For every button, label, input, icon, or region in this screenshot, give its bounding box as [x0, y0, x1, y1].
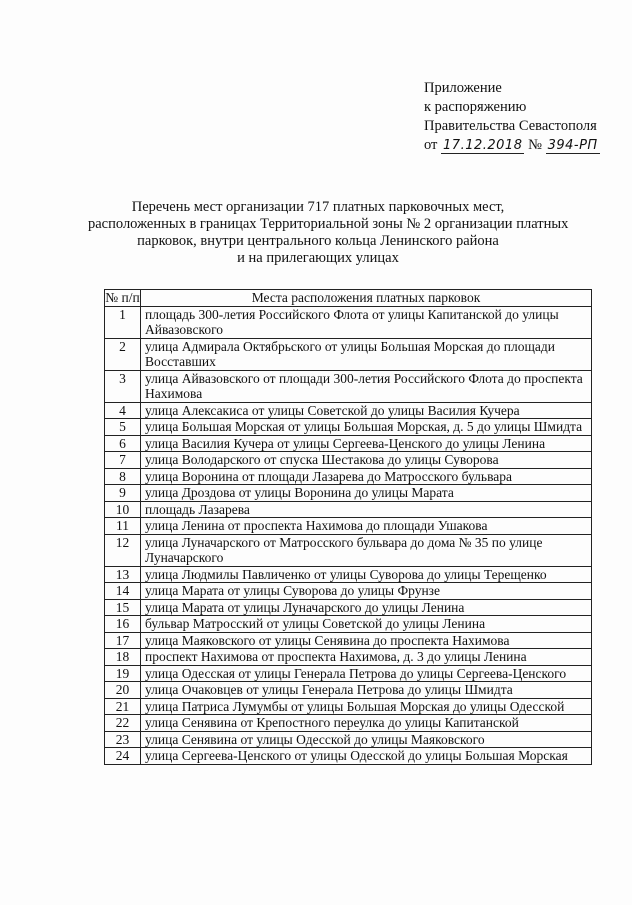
- table-row: [105, 566, 592, 583]
- title-line-2: расположенных в границах Территориальной зоны № 2 организации платных: [88, 216, 569, 232]
- row-place: улица Большая Морская от улицы Большая Морская, д. 5 до улицы Шмидта: [141, 419, 592, 436]
- row-number: 22: [105, 715, 141, 732]
- row-place: улица Патриса Лумумбы от улицы Большая Морская до улицы Одесской: [141, 698, 592, 715]
- row-number: 7: [105, 452, 141, 469]
- table-row: [105, 485, 592, 502]
- row-place: улица Людмилы Павличенко от улицы Суворова до улицы Терещенко: [141, 566, 592, 583]
- row-number: 10: [105, 501, 141, 518]
- table-row: [105, 682, 592, 699]
- row-number: 20: [105, 682, 141, 699]
- row-place: улица Володарского от спуска Шестакова до улицы Суворова: [141, 452, 592, 469]
- row-place: улица Ленина от проспекта Нахимова до площади Ушакова: [141, 518, 592, 535]
- annex-line-3: Правительства Севастополя: [424, 118, 597, 134]
- row-number: 13: [105, 566, 141, 583]
- table-row: [105, 583, 592, 600]
- table-row: [105, 599, 592, 616]
- row-number: 9: [105, 485, 141, 502]
- table-row: [105, 435, 592, 452]
- row-number: 16: [105, 616, 141, 633]
- row-number: 5: [105, 419, 141, 436]
- row-number: 17: [105, 632, 141, 649]
- table-row: [105, 649, 592, 666]
- row-number: 11: [105, 518, 141, 535]
- annex-line-2: к распоряжению: [424, 99, 527, 115]
- row-number: 23: [105, 731, 141, 748]
- annex-line-1: Приложение: [424, 80, 502, 96]
- row-number: 21: [105, 698, 141, 715]
- row-place: площадь Лазарева: [141, 501, 592, 518]
- row-place: улица Сенявина от Крепостного переулка до улицы Капитанской: [141, 715, 592, 732]
- title-line-3: парковок, внутри центрального кольца Ленинского района: [137, 233, 499, 249]
- table-row: [105, 715, 592, 732]
- annex-number-sign: №: [528, 137, 542, 153]
- parking-table: [104, 289, 592, 765]
- row-number: 12: [105, 534, 141, 566]
- row-number: 3: [105, 370, 141, 402]
- table-row: [105, 616, 592, 633]
- table-row: [105, 665, 592, 682]
- row-place: улица Маяковского от улицы Сенявина до проспекта Нахимова: [141, 632, 592, 649]
- document-title: [88, 199, 569, 267]
- table-row: [105, 452, 592, 469]
- row-place: улица Василия Кучера от улицы Сергеева-Ценского до улицы Ленина: [141, 435, 592, 452]
- row-place: улица Одесская от улицы Генерала Петрова до улицы Сергеева-Ценского: [141, 665, 592, 682]
- table-header-row: [105, 290, 592, 307]
- annex-block: [424, 79, 600, 155]
- table-row: [105, 698, 592, 715]
- row-place: улица Сенявина от улицы Одесской до улицы Маяковского: [141, 731, 592, 748]
- row-place: улица Очаковцев от улицы Генерала Петрова до улицы Шмидта: [141, 682, 592, 699]
- table-row: [105, 402, 592, 419]
- title-line-4: и на прилегающих улицах: [237, 250, 399, 266]
- row-number: 24: [105, 748, 141, 765]
- row-place: улица Марата от улицы Луначарского до улицы Ленина: [141, 599, 592, 616]
- annex-date-line: [424, 136, 600, 155]
- row-number: 14: [105, 583, 141, 600]
- table-row: [105, 632, 592, 649]
- row-place: улица Айвазовского от площади 300-летия Российского Флота до проспекта Нахимова: [141, 370, 592, 402]
- table-body: [105, 306, 592, 764]
- row-place: улица Дроздова от улицы Воронина до улицы Марата: [141, 485, 592, 502]
- table-row: [105, 419, 592, 436]
- table-row: [105, 731, 592, 748]
- row-place: проспект Нахимова от проспекта Нахимова, д. 3 до улицы Ленина: [141, 649, 592, 666]
- row-place: бульвар Матросский от улицы Советской до улицы Ленина: [141, 616, 592, 633]
- table-row: [105, 306, 592, 338]
- row-number: 2: [105, 338, 141, 370]
- row-place: улица Луначарского от Матросского бульвара до дома № 35 по улице Луначарского: [141, 534, 592, 566]
- table-row: [105, 501, 592, 518]
- row-number: 6: [105, 435, 141, 452]
- table-row: [105, 468, 592, 485]
- row-number: 8: [105, 468, 141, 485]
- row-number: 1: [105, 306, 141, 338]
- table-row: [105, 748, 592, 765]
- row-place: улица Алексакиса от улицы Советской до улицы Василия Кучера: [141, 402, 592, 419]
- row-number: 15: [105, 599, 141, 616]
- table-row: [105, 370, 592, 402]
- table-row: [105, 534, 592, 566]
- annex-number: 394-РП: [547, 138, 598, 153]
- row-place: улица Адмирала Октябрьского от улицы Большая Морская до площади Восставших: [141, 338, 592, 370]
- row-place: площадь 300-летия Российского Флота от улицы Капитанской до улицы Айвазовского: [141, 306, 592, 338]
- annex-from-prefix: от: [424, 137, 438, 153]
- table-row: [105, 338, 592, 370]
- row-place: улица Марата от улицы Суворова до улицы Фрунзе: [141, 583, 592, 600]
- row-place: улица Сергеева-Ценского от улицы Одесской до улицы Большая Морская: [141, 748, 592, 765]
- row-number: 19: [105, 665, 141, 682]
- title-line-1: Перечень мест организации 717 платных парковочных мест,: [131, 199, 505, 215]
- row-number: 18: [105, 649, 141, 666]
- table-row: [105, 518, 592, 535]
- row-number: 4: [105, 402, 141, 419]
- row-place: улица Воронина от площади Лазарева до Матросского бульвара: [141, 468, 592, 485]
- header-place: Места расположения платных парковок: [141, 290, 592, 307]
- header-num: № п/п: [105, 290, 140, 305]
- annex-date: 17.12.2018: [443, 138, 523, 153]
